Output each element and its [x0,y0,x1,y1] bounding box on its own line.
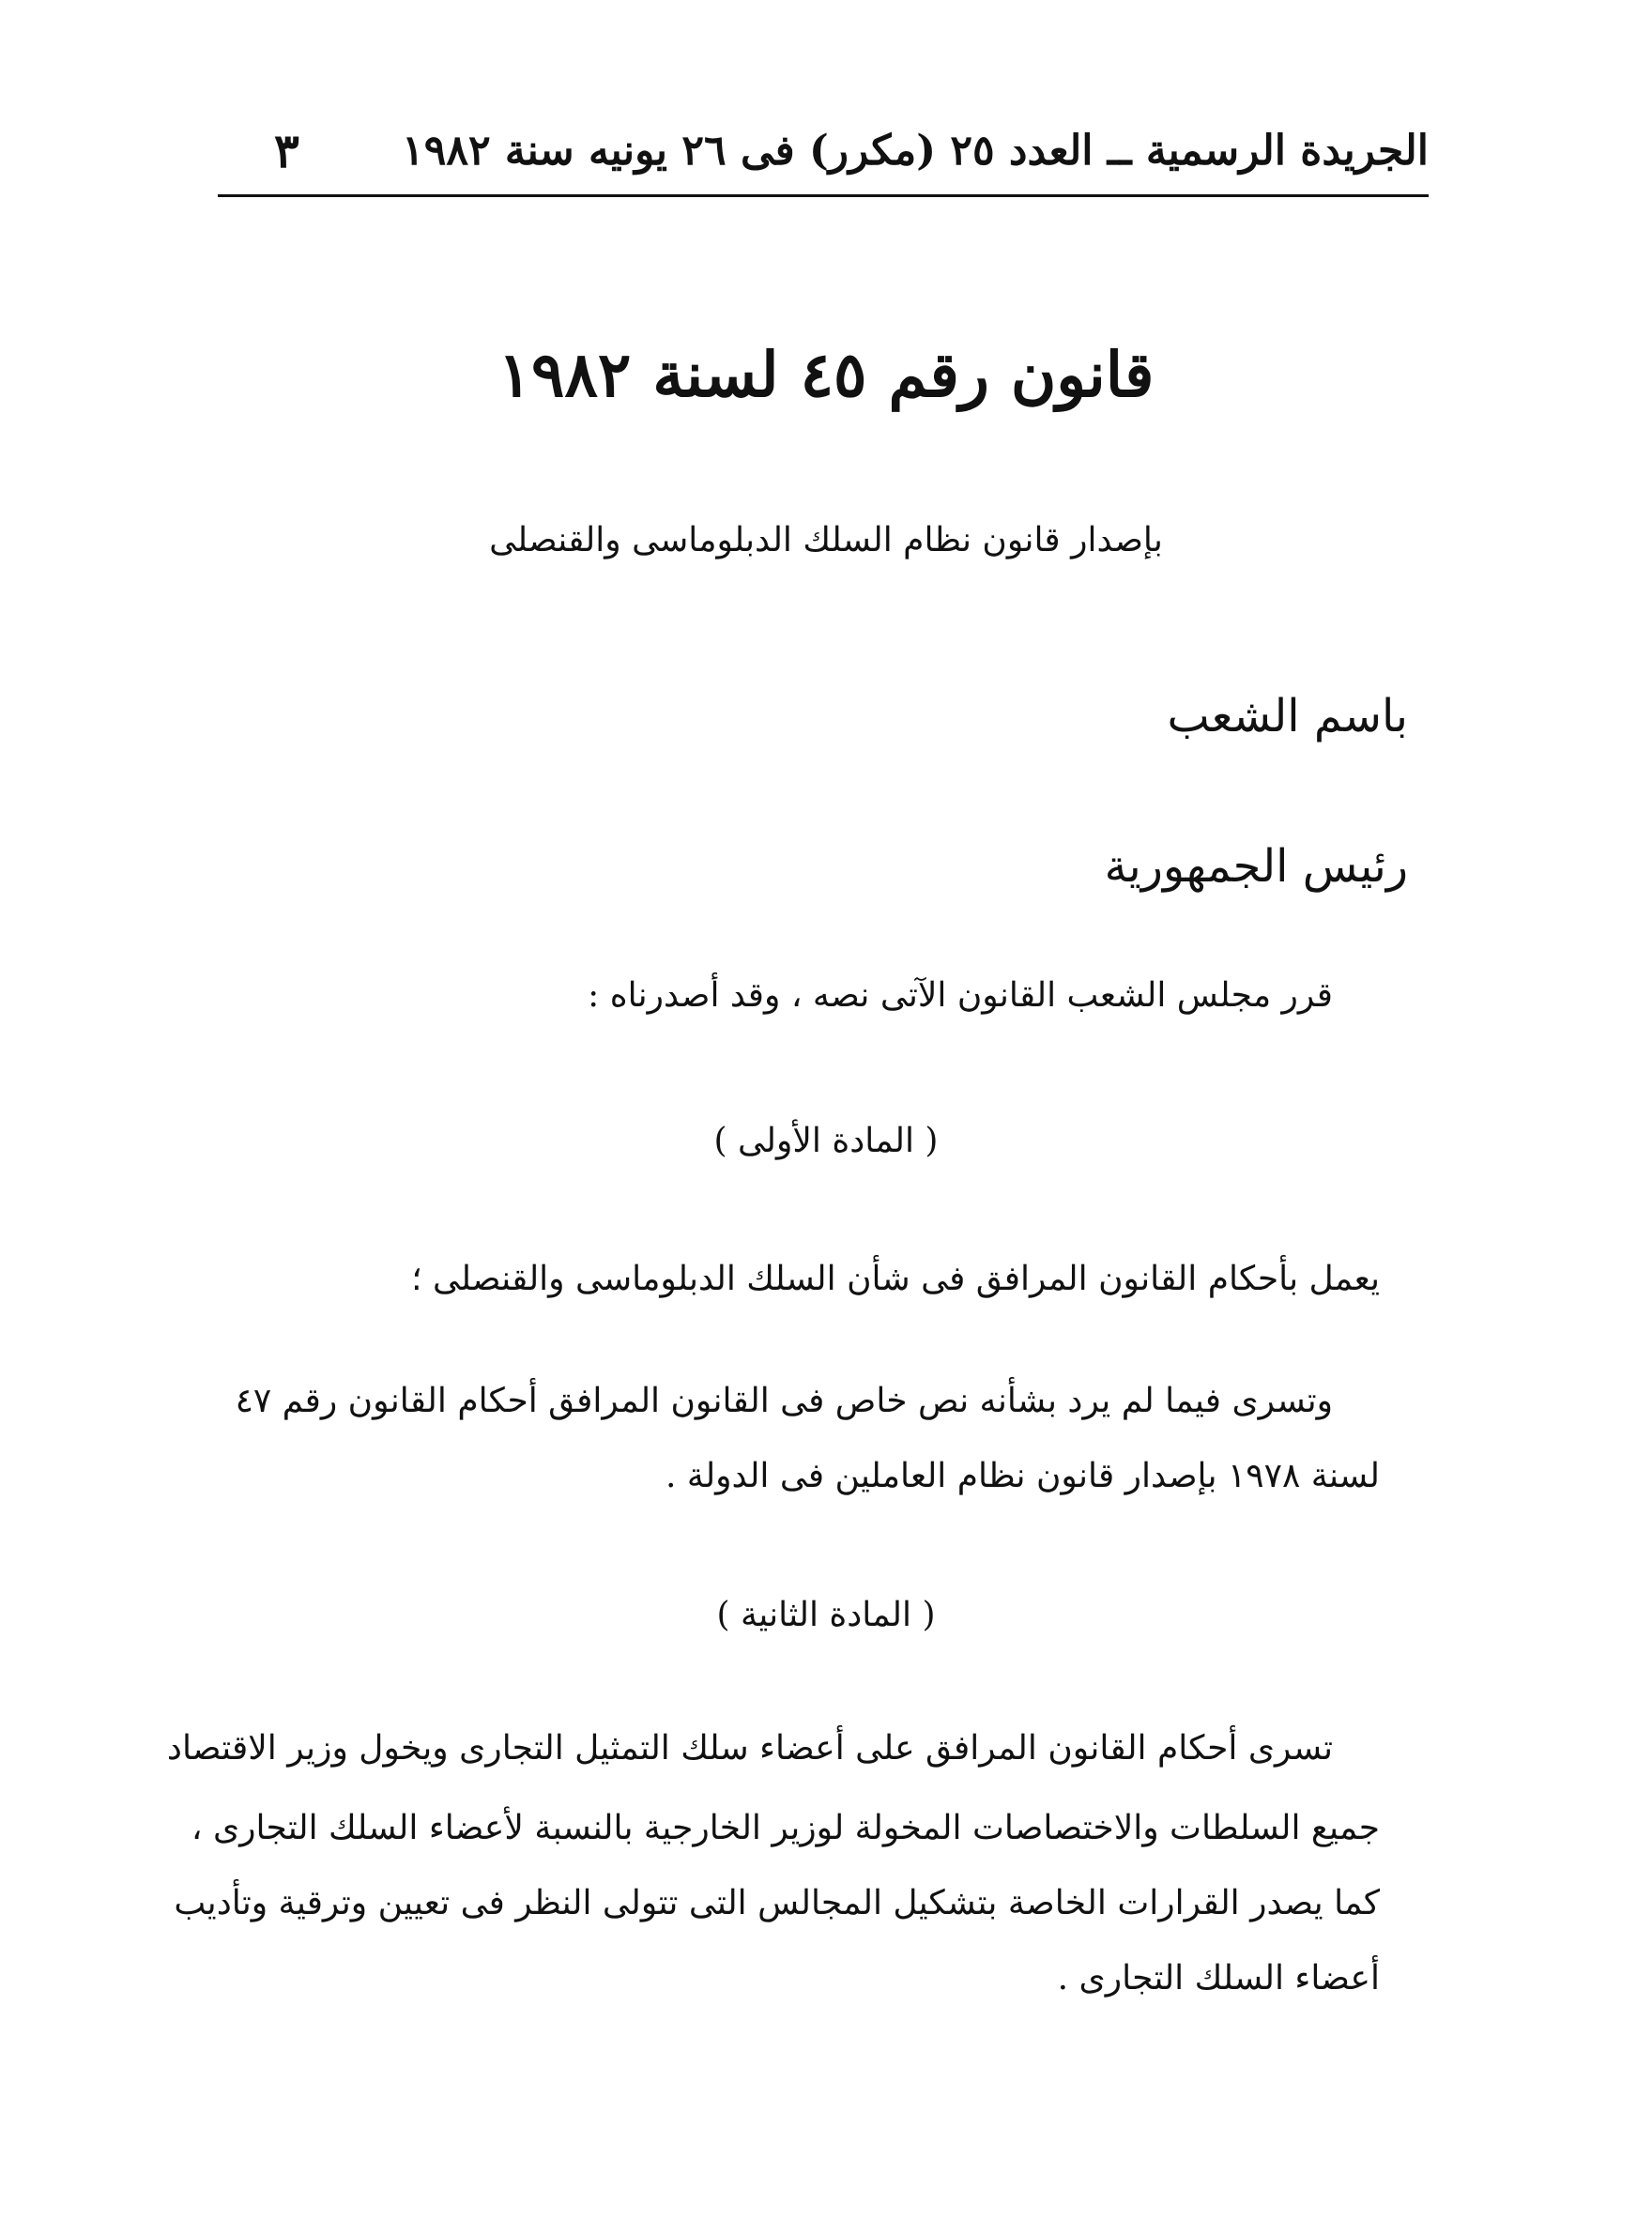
president-of-the-republic: رئيس الجمهورية [1104,840,1408,893]
article-2-line-4: أعضاء السلك التجارى . [1057,1959,1380,1998]
page-number: ٣ [274,122,299,178]
article-1-line-1: يعمل بأحكام القانون المرافق فى شأن السلك الدبلوماسى والقنصلى ؛ [411,1260,1380,1298]
article-1-heading: ( المادة الأولى ) [713,1122,939,1160]
article-2-line-1: تسرى أحكام القانون المرافق على أعضاء سلك التمثيل التجارى ويخول وزير الاقتصاد [166,1729,1333,1768]
law-title: قانون رقم ٤٥ لسنة ١٩٨٢ [497,338,1155,411]
decree-statement: قرر مجلس الشعب القانون الآتى نصه ، وقد أصدرناه : [588,976,1333,1015]
gazette-header-title: الجريدة الرسمية ــ العدد ٢٥ (مكرر) فى ٢٦ يونيه سنة ١٩٨٢ [402,126,1429,175]
article-2-line-3: كما يصدر القرارات الخاصة بتشكيل المجالس التى تتولى النظر فى تعيين وترقية وتأديب [174,1884,1380,1922]
article-1-line-3: لسنة ١٩٧٨ بإصدار قانون نظام العاملين فى الدولة . [665,1457,1380,1495]
in-the-name-of-the-people: باسم الشعب [1167,690,1408,742]
article-2-line-2: جميع السلطات والاختصاصات المخولة لوزير الخارجية بالنسبة لأعضاء السلك التجارى ، [191,1809,1380,1847]
article-2-heading: ( المادة الثانية ) [716,1596,936,1634]
header-divider [218,194,1429,197]
page-header [218,113,1429,188]
law-subtitle: بإصدار قانون نظام السلك الدبلوماسى والقنصلى [489,521,1163,559]
article-1-line-2: وتسرى فيما لم يرد بشأنه نص خاص فى القانون المرافق أحكام القانون رقم ٤٧ [235,1382,1333,1420]
